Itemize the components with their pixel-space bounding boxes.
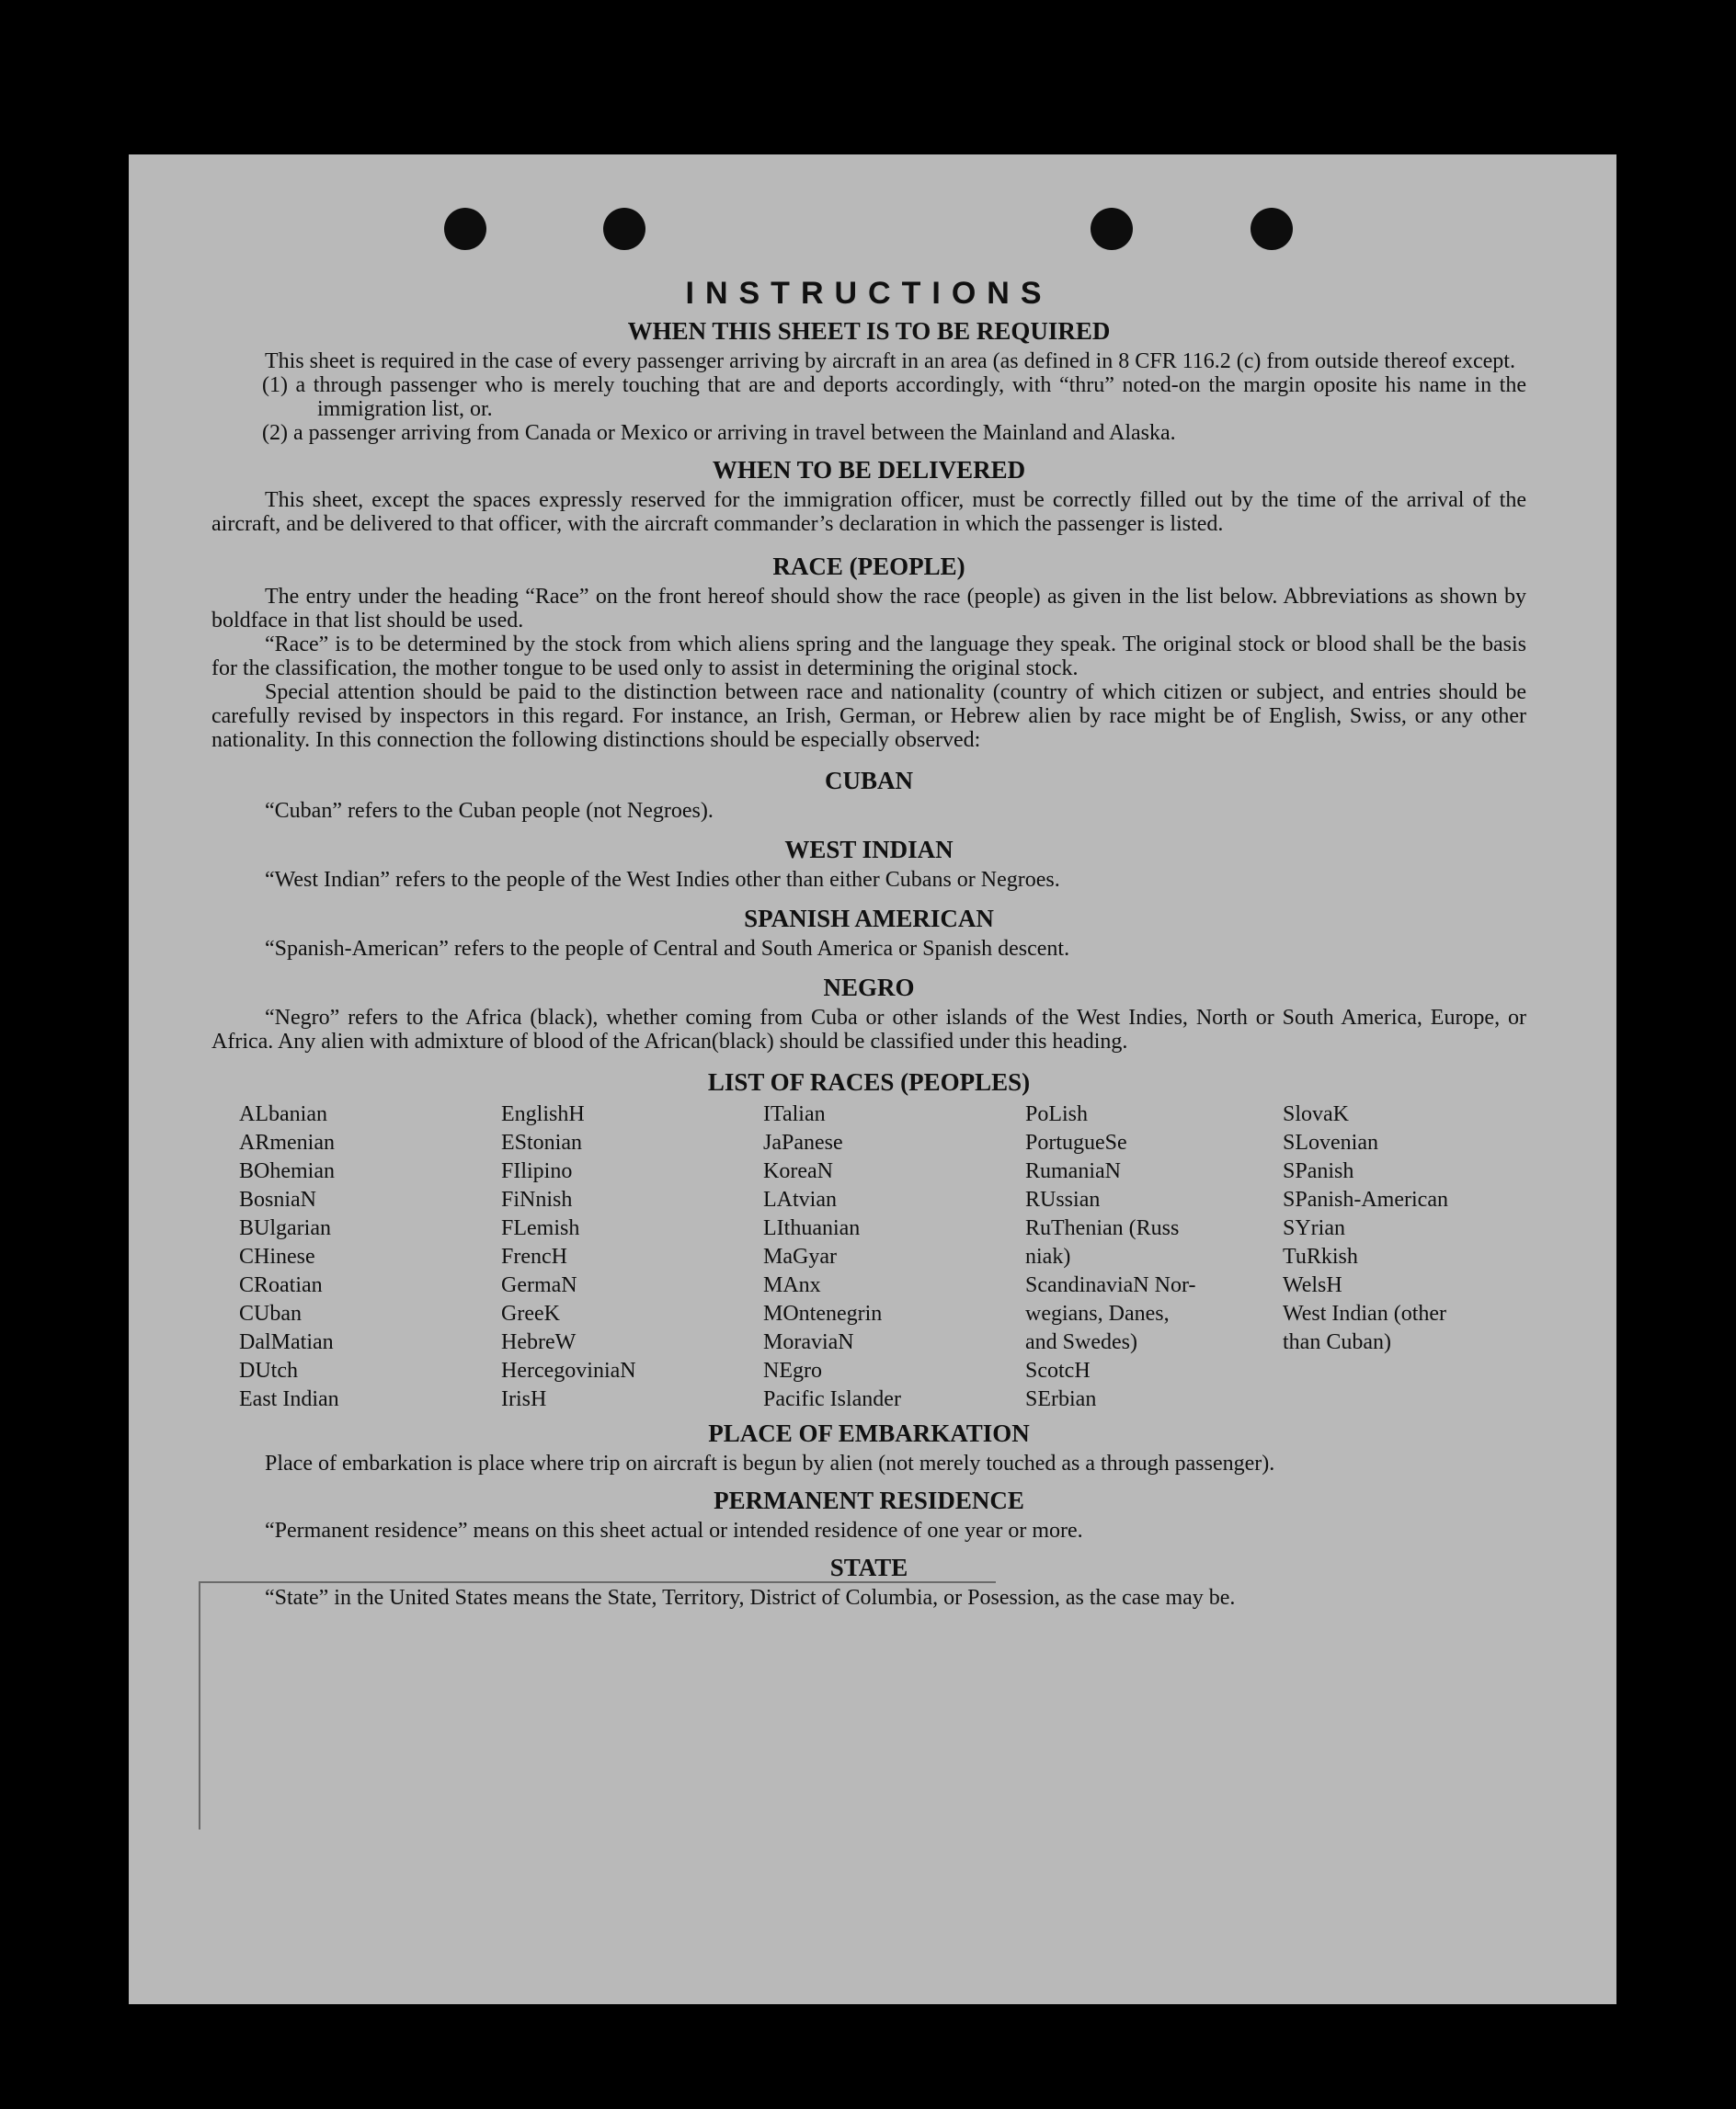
document-sheet (129, 154, 1616, 2004)
residence-text: “Permanent residence” means on this sheet actual or intended residence of one year or more. (265, 1519, 1083, 1543)
delivered-text: This sheet, except the spaces expressly reserved for the immigration officer, must be correctly filled out by the time of the arrival of the aircraft, and be delivered to that officer, with the aircraft commander’s declaration in which the passenger is listed. (211, 488, 1526, 536)
race-entry: BUlgarian (239, 1216, 331, 1240)
race-paragraph-2: “Race” is to be determined by the stock from which aliens spring and the language they speak. The original stock or blood shall be the basis for the classification, the mother tongue to be used only to assist in determining the original stock. (211, 633, 1526, 680)
race-entry: MAnx (763, 1273, 821, 1297)
race-entry: SPanish (1283, 1159, 1354, 1183)
race-entry: FLemish (501, 1216, 580, 1240)
required-item-2: (2) a passenger arriving from Canada or Mexico or arriving in travel between the Mainland and Alaska. (262, 421, 1176, 445)
race-entry: Pacific Islander (763, 1387, 901, 1411)
race-entry: JaPanese (763, 1131, 843, 1155)
race-entry: RuThenian (Russ niak) (1025, 1216, 1180, 1269)
race-entry: East Indian (239, 1387, 339, 1411)
race-entry: GreeK (501, 1302, 560, 1326)
race-entry: BOhemian (239, 1159, 335, 1183)
heading-delivered: WHEN TO BE DELIVERED (712, 456, 1026, 484)
races-column-2 (501, 1100, 763, 1414)
race-entry: SPanish-American (1283, 1188, 1448, 1212)
race-entry: SLovenian (1283, 1131, 1378, 1155)
heading-embarkation: PLACE OF EMBARKATION (708, 1419, 1030, 1447)
page-title: INSTRUCTIONS (685, 276, 1053, 311)
race-entry: FrencH (501, 1245, 567, 1269)
race-entry: SlovaK (1283, 1102, 1349, 1126)
west-indian-text: “West Indian” refers to the people of the West Indies other than either Cubans or Negroes. (265, 868, 1060, 892)
race-entry: DUtch (239, 1359, 298, 1383)
heading-west-indian: WEST INDIAN (784, 836, 954, 863)
cuban-text: “Cuban” refers to the Cuban people (not Negroes). (265, 799, 714, 823)
race-entry: CHinese (239, 1245, 315, 1269)
race-entry: MoraviaN (763, 1330, 854, 1354)
race-entry: LIthuanian (763, 1216, 861, 1240)
race-entry: EStonian (501, 1131, 582, 1155)
race-entry: FIlipino (501, 1159, 573, 1183)
race-entry: HercegoviniaN (501, 1359, 636, 1383)
race-entry: KoreaN (763, 1159, 833, 1183)
punch-hole (603, 208, 645, 250)
race-entry: MOntenegrin (763, 1302, 883, 1326)
heading-cuban: CUBAN (824, 767, 913, 794)
race-paragraph-1: The entry under the heading “Race” on the front hereof should show the race (people) as given in the list below. Abbreviations as shown by boldface in that list should be used. (211, 585, 1526, 633)
bleed-through-frame (199, 1581, 996, 1830)
race-entry: ScotcH (1025, 1359, 1091, 1383)
races-column-5 (1283, 1100, 1522, 1414)
required-intro: This sheet is required in the case of every passenger arriving by aircraft in an area (as defined in 8 CFR 116.2 (c) from outside thereof except. (265, 349, 1515, 373)
race-entry: ITalian (763, 1102, 826, 1126)
race-entry: CRoatian (239, 1273, 323, 1297)
instructions-body (211, 276, 1526, 1610)
required-item-1: (1) a through passenger who is merely touching that are and deports accordingly, with “thru” noted-on the margin oposite his name in the immigration list, or. (262, 373, 1526, 421)
race-entry: CUban (239, 1302, 302, 1326)
race-entry: IrisH (501, 1387, 547, 1411)
race-entry: HebreW (501, 1330, 577, 1354)
race-entry: PortugueSe (1025, 1131, 1127, 1155)
race-paragraph-3: Special attention should be paid to the distinction between race and nationality (country of which citizen or subject, and entries should be carefully revised by inspectors in this regard. For instance, an Irish, German, or Hebrew alien by race might be of English, Swiss, or any other nationality. In this connection the following distinctions should be especially observed: (211, 680, 1526, 752)
embarkation-text: Place of embarkation is place where trip on aircraft is begun by alien (not merely touched as a through passenger). (265, 1452, 1275, 1476)
punch-hole (1091, 208, 1133, 250)
race-entry: ScandinaviaN Nor- wegians, Danes, and Swedes) (1025, 1273, 1196, 1354)
heading-list-of-races: LIST OF RACES (PEOPLES) (707, 1068, 1031, 1096)
race-entry: PoLish (1025, 1102, 1089, 1126)
heading-required: WHEN THIS SHEET IS TO BE REQUIRED (627, 317, 1111, 345)
heading-race: RACE (PEOPLE) (772, 553, 965, 580)
punch-hole (444, 208, 486, 250)
races-column-1 (239, 1100, 501, 1414)
race-entry: WelsH (1283, 1273, 1342, 1297)
race-entry: TuRkish (1283, 1245, 1358, 1269)
race-entry: West Indian (other than Cuban) (1283, 1302, 1447, 1354)
race-entry: RUssian (1025, 1188, 1101, 1212)
punch-hole (1251, 208, 1293, 250)
race-entry: EnglishH (501, 1102, 585, 1126)
race-entry: NEgro (763, 1359, 822, 1383)
race-entry: FiNnish (501, 1188, 573, 1212)
heading-negro: NEGRO (823, 974, 915, 1001)
races-column-4 (1025, 1100, 1283, 1414)
race-entry: RumaniaN (1025, 1159, 1121, 1183)
race-entry: ALbanian (239, 1102, 327, 1126)
races-column-3 (763, 1100, 1025, 1414)
heading-permanent-residence: PERMANENT RESIDENCE (714, 1487, 1024, 1514)
race-entry: LAtvian (763, 1188, 837, 1212)
race-entry: ARmenian (239, 1131, 335, 1155)
race-entry: MaGyar (763, 1245, 837, 1269)
race-entry: GermaN (501, 1273, 577, 1297)
spanish-american-text: “Spanish-American” refers to the people of Central and South America or Spanish descent. (265, 937, 1070, 961)
negro-text: “Negro” refers to the Africa (black), whether coming from Cuba or other islands of the West Indies, North or South America, Europe, or Africa. Any alien with admixture of blood of the African(black) should be classified under this heading. (211, 1006, 1526, 1054)
race-entry: BosniaN (239, 1188, 316, 1212)
heading-state: STATE (829, 1554, 908, 1581)
race-entry: SErbian (1025, 1387, 1097, 1411)
race-entry: SYrian (1283, 1216, 1345, 1240)
races-list (239, 1100, 1526, 1414)
heading-spanish-american: SPANISH AMERICAN (744, 905, 994, 932)
race-entry: DalMatian (239, 1330, 334, 1354)
state-text: “State” in the United States means the State, Territory, District of Columbia, or Posession, as the case may be. (265, 1586, 1236, 1610)
